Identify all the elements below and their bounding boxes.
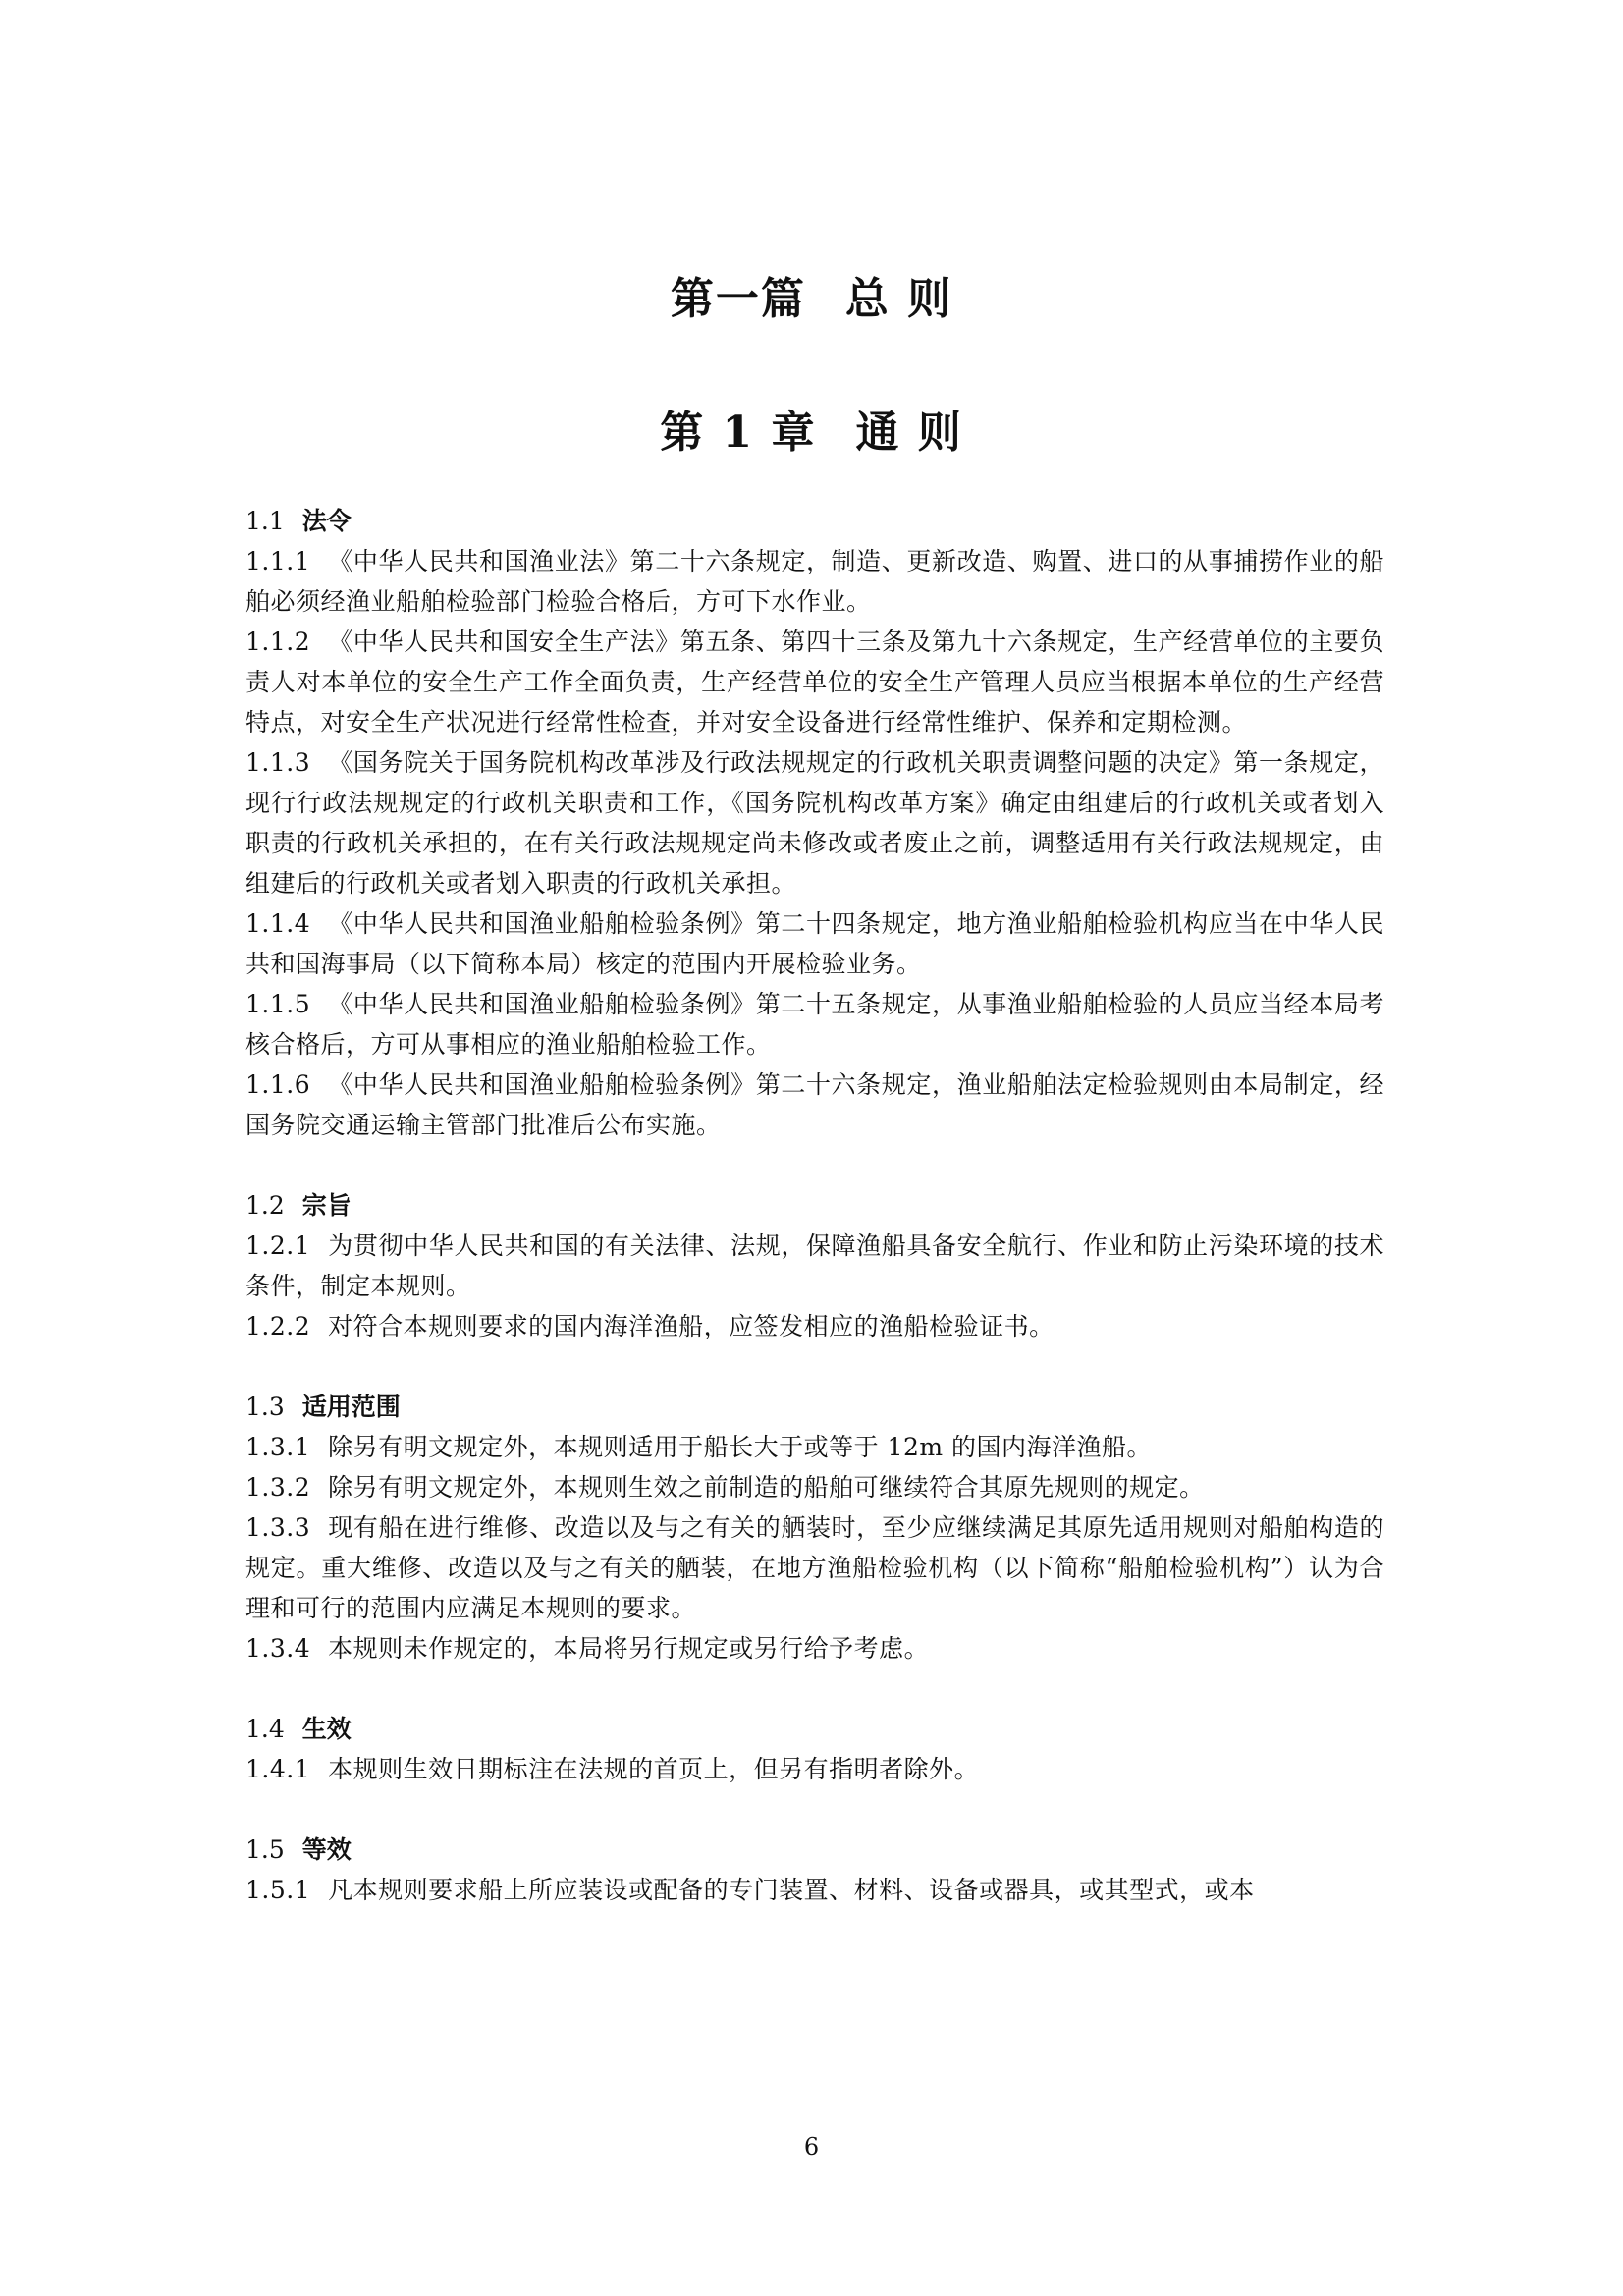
clause-text: 为贯彻中华人民共和国的有关法律、法规，保障渔船具备安全航行、作业和防止污染环境的技术条件，制定本规则。 [245,1231,1384,1300]
document-body [245,501,1384,1910]
clause-number: 1.1.1 [245,547,311,575]
section-heading [245,1387,1384,1427]
clause [245,984,1384,1065]
clause-text: 《中华人民共和国渔业船舶检验条例》第二十五条规定，从事渔业船舶检验的人员应当经本局考核合格后，方可从事相应的渔业船舶检验工作。 [245,990,1384,1059]
section-number: 1.2 [245,1191,285,1220]
section [245,501,1384,1145]
clause-number: 1.3.4 [245,1634,311,1663]
clause [245,1226,1384,1306]
chapter-title [0,397,1623,460]
section-heading [245,1709,1384,1749]
clause-text: 除另有明文规定外，本规则生效之前制造的船舶可继续符合其原先规则的规定。 [328,1473,1205,1502]
clause-text: 本规则未作规定的，本局将另行规定或另行给予考虑。 [328,1634,930,1663]
clause [245,1467,1384,1507]
clause-number: 1.2.2 [245,1312,311,1340]
clause-number: 1.5.1 [245,1876,311,1904]
section-title: 生效 [301,1715,352,1743]
clause-number: 1.1.4 [245,909,311,938]
section-heading [245,1830,1384,1870]
clause-text: 《中华人民共和国渔业船舶检验条例》第二十四条规定，地方渔业船舶检验机构应当在中华人民共和国海事局（以下简称本局）核定的范围内开展检验业务。 [245,909,1384,978]
clause-text: 《中华人民共和国安全生产法》第五条、第四十三条及第九十六条规定，生产经营单位的主要负责人对本单位的安全生产工作全面负责，生产经营单位的安全生产管理人员应当根据本单位的生产经营特点，对安全生产状况进行经常性检查，并对安全设备进行经常性维护、保养和定期检测。 [245,628,1384,737]
clause [245,541,1384,622]
section-heading [245,1185,1384,1226]
clause-text: 《中华人民共和国渔业法》第二十六条规定，制造、更新改造、购置、进口的从事捕捞作业的船舶必须经渔业船舶检验部门检验合格后，方可下水作业。 [245,547,1384,616]
clause-text: 除另有明文规定外，本规则适用于船长大于或等于 12m 的国内海洋渔船。 [328,1433,1153,1461]
clause-text: 对符合本规则要求的国内海洋渔船，应签发相应的渔船检验证书。 [328,1312,1055,1340]
clause [245,1628,1384,1668]
clause [245,1306,1384,1346]
section-number: 1.4 [245,1715,285,1743]
clause-text: 凡本规则要求船上所应装设或配备的专门装置、材料、设备或器具，或其型式，或本 [328,1876,1255,1904]
part-title [0,263,1623,326]
page-number: 6 [803,2133,820,2160]
clause [245,1065,1384,1145]
section [245,1830,1384,1910]
clause-text: 《中华人民共和国渔业船舶检验条例》第二十六条规定，渔业船舶法定检验规则由本局制定，经国务院交通运输主管部门批准后公布实施。 [245,1070,1384,1139]
clause [245,1507,1384,1628]
section-number: 1.3 [245,1393,285,1421]
section-number: 1.5 [245,1835,285,1864]
part-title-label: 第一篇 [670,274,806,324]
clause-number: 1.1.2 [245,628,311,656]
clause-number: 1.3.3 [245,1513,311,1542]
section [245,1387,1384,1668]
clause-text: 现有船在进行维修、改造以及与之有关的舾装时，至少应继续满足其原先适用规则对船舶构造的规定。重大维修、改造以及与之有关的舾装，在地方渔船检验机构（以下简称“船舶检验机构”）认为合理和可行的范围内应满足本规则的要求。 [245,1513,1384,1622]
clause-number: 1.1.5 [245,990,311,1018]
chapter-title-subject: 通 则 [855,408,963,458]
section-title: 法令 [301,507,352,535]
clause-number: 1.3.1 [245,1433,311,1461]
clause-text: 《国务院关于国务院机构改革涉及行政法规规定的行政机关职责调整问题的决定》第一条规定，现行行政法规规定的行政机关职责和工作，《国务院机构改革方案》确定由组建后的行政机关或者划入职责的行政机关承担的，在有关行政法规规定尚未修改或者废止之前，调整适用有关行政法规规定，由组建后的行政机关或者划入职责的行政机关承担。 [245,748,1384,898]
clause-number: 1.3.2 [245,1473,311,1502]
part-title-subject: 总 则 [844,274,953,324]
section-title: 宗旨 [301,1191,352,1220]
clause-number: 1.1.3 [245,748,311,777]
section-number: 1.1 [245,507,285,535]
clause [245,903,1384,984]
clause [245,742,1384,903]
clause [245,1749,1384,1789]
clause [245,1427,1384,1467]
clause-number: 1.2.1 [245,1231,311,1260]
section [245,1709,1384,1789]
section-heading [245,501,1384,541]
section-title: 适用范围 [301,1393,401,1421]
clause [245,1870,1384,1910]
clause-number: 1.1.6 [245,1070,311,1099]
clause-text: 本规则生效日期标注在法规的首页上，但另有指明者除外。 [328,1755,980,1783]
chapter-title-label: 第 1 章 [660,408,817,458]
clause-number: 1.4.1 [245,1755,311,1783]
section-title: 等效 [301,1835,352,1864]
section [245,1185,1384,1346]
clause [245,622,1384,742]
